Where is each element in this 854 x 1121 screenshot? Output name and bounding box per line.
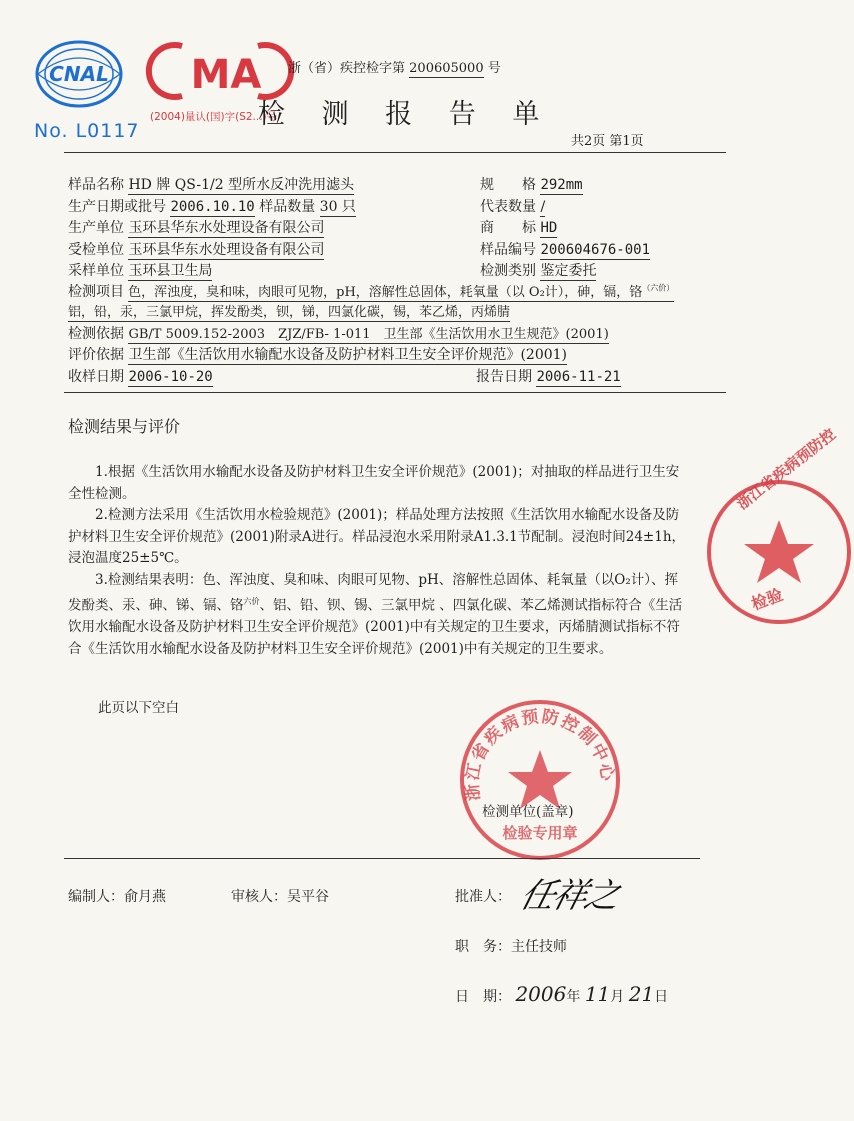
editor bbox=[68, 886, 166, 906]
brand-value: HD bbox=[540, 220, 558, 236]
items-sup: （六价） bbox=[642, 283, 675, 293]
date-label: 日 期： bbox=[455, 989, 511, 1005]
permit-prefix: 浙（省）疾控检字第 bbox=[288, 61, 406, 76]
p3-sup: 六价 bbox=[243, 597, 260, 606]
position bbox=[455, 936, 567, 956]
date-month: 11 bbox=[584, 982, 611, 1006]
producer-value: 玉环县华东水处理设备有限公司 bbox=[128, 220, 325, 236]
test-type-value: 鉴定委托 bbox=[540, 263, 597, 279]
result-paragraph-3: 3.检测结果表明：色、浑浊度、臭和味、肉眼可见物、pH、溶解性总固体、耗氧量（以O₂计）、挥发酚类、汞、砷、锑、镉、铬$^{六价}$、铝、铅、钡、锡、三氯甲烷 、四氯化碳、苯乙烯测试指标符合《生活饮用水输配水设备及防护材料卫生安全评价规范》(2001)中有关规定的卫生要求，丙烯腈测试指标不符合《生活饮用水输配水设备及防护材料卫生安全评价规范》(2001)中有关规定的卫生要求。 bbox=[68, 571, 683, 657]
reviewer-label: 审核人： bbox=[231, 889, 287, 905]
sampler-label: 采样单位 bbox=[68, 263, 124, 279]
eval-row bbox=[68, 344, 567, 364]
permit-suffix: 号 bbox=[487, 61, 501, 76]
batch-row bbox=[68, 196, 356, 216]
svg-text:CNAL: CNAL bbox=[49, 62, 109, 86]
results-heading: 检测结果与评价 bbox=[68, 417, 181, 436]
client-value: 玉环县华东水处理设备有限公司 bbox=[128, 242, 325, 258]
received-label: 收样日期 bbox=[68, 369, 124, 385]
approval-date: 日 期： 2006年 11月 21日 bbox=[455, 982, 669, 1006]
items-row-2 bbox=[68, 301, 510, 320]
page-info: 共2页 第1页 bbox=[571, 134, 644, 149]
basis-value: GB/T 5009.152-2003 ZJZ/FB- 1-011 卫生部《生活饮用水卫生规范》(2001) bbox=[128, 327, 609, 342]
report-date-value: 2006-11-21 bbox=[536, 369, 621, 385]
report-date-row bbox=[476, 366, 621, 386]
items-line1: 色，浑浊度，臭和味，肉眼可见物，pH，溶解性总固体，耗氧量（以 O₂计），砷，镉，铬$^{(六价)}$ bbox=[128, 283, 675, 300]
result-paragraph-1: 1.根据《生活饮用水输配水设备及防护材料卫生安全评价规范》(2001)；对抽取的样品进行卫生安全性检测。 bbox=[68, 464, 680, 502]
batch-label: 生产日期或批号 bbox=[68, 199, 166, 215]
approver-signature: 任祥之 bbox=[516, 876, 623, 916]
rep-qty-value: / bbox=[540, 199, 546, 215]
basis-row bbox=[68, 323, 609, 343]
header-divider bbox=[64, 152, 726, 153]
fields-divider bbox=[64, 392, 726, 393]
spec-value: 292mm bbox=[540, 177, 583, 193]
sample-name-row bbox=[68, 174, 354, 194]
sampler-row bbox=[68, 260, 212, 280]
qty-label: 样品数量 bbox=[259, 199, 316, 215]
sample-no-label: 样品编号 bbox=[480, 242, 536, 258]
permit-number: 200605000 bbox=[409, 61, 484, 76]
report-date-label: 报告日期 bbox=[476, 369, 532, 385]
result-paragraph-2: 2.检测方法采用《生活饮用水检验规范》(2001)；样品处理方法按照《生活饮用水输配水设备及防护材料卫生安全评价规范》(2001)附录A进行。样品浸泡水采用附录A1.3.1节配制。浸泡时间24±1h，浸泡温度25±5℃。 bbox=[68, 507, 686, 566]
producer-label: 生产单位 bbox=[68, 220, 124, 236]
sample-no-value: 200604676-001 bbox=[540, 242, 651, 258]
reviewer bbox=[231, 886, 329, 906]
received-value: 2006-10-20 bbox=[128, 369, 213, 385]
svg-text:MA: MA bbox=[190, 52, 262, 98]
cnal-logo bbox=[24, 34, 134, 116]
items-line2: 铝，铅，汞，三氯甲烷，挥发酚类，钡，锑，四氯化碳，锡，苯乙烯，丙烯腈 bbox=[68, 305, 511, 320]
center-seal bbox=[450, 690, 630, 870]
editor-name: 俞月燕 bbox=[124, 889, 166, 905]
brand-label: 商 标 bbox=[480, 220, 536, 236]
sample-no-row bbox=[480, 239, 650, 259]
signoff-divider bbox=[64, 858, 700, 859]
editor-label: 编制人： bbox=[68, 889, 124, 905]
rep-qty-label: 代表数量 bbox=[480, 199, 536, 215]
cnal-number: No. L0117 bbox=[34, 120, 140, 142]
received-row bbox=[68, 366, 213, 386]
svg-text:检验专用章: 检验专用章 bbox=[502, 824, 578, 842]
right-edge-seal bbox=[704, 425, 840, 640]
batch-value: 2006.10.10 bbox=[170, 199, 255, 215]
blank-note: 此页以下空白 bbox=[98, 700, 179, 716]
client-label: 受检单位 bbox=[68, 242, 124, 258]
report-title: 检 测 报 告 单 bbox=[258, 99, 554, 130]
eval-label: 评价依据 bbox=[68, 347, 124, 363]
sample-name-value: HD 牌 QS-1/2 型所水反冲洗用滤头 bbox=[128, 177, 355, 193]
sampler-value: 玉环县卫生局 bbox=[128, 263, 213, 279]
approver-label: 批准人： bbox=[455, 889, 511, 905]
rep-qty-row bbox=[480, 196, 545, 216]
position-label: 职 务： bbox=[455, 939, 511, 955]
reviewer-name: 吴平谷 bbox=[287, 889, 329, 905]
producer-row bbox=[68, 217, 324, 237]
sample-name-label: 样品名称 bbox=[68, 177, 124, 193]
items-label: 检测项目 bbox=[68, 284, 124, 300]
ma-license: (2004)量认(国)字(S2...)号 bbox=[150, 111, 278, 123]
approver bbox=[455, 886, 511, 906]
position-value: 主任技师 bbox=[511, 939, 567, 955]
basis-label: 检测依据 bbox=[68, 326, 124, 342]
svg-text:检验: 检验 bbox=[748, 584, 786, 614]
permit-line bbox=[288, 57, 501, 76]
svg-text:浙江省疾病预防控制中心: 浙江省疾病预防控制中心 bbox=[462, 706, 618, 802]
svg-text:浙江省疾病预防控: 浙江省疾病预防控 bbox=[733, 425, 840, 514]
eval-value: 卫生部《生活饮用水输配水设备及防护材料卫生安全评价规范》(2001) bbox=[128, 347, 568, 363]
results-body bbox=[68, 462, 688, 660]
client-row bbox=[68, 239, 324, 259]
test-type-row bbox=[480, 260, 596, 280]
brand-row bbox=[480, 217, 557, 237]
unit-stamp-label: 检测单位(盖章) bbox=[482, 804, 574, 820]
spec-row bbox=[480, 174, 583, 194]
date-year: 2006 bbox=[515, 982, 567, 1006]
date-day: 21 bbox=[628, 982, 655, 1006]
test-type-label: 检测类别 bbox=[480, 263, 536, 279]
items-row bbox=[68, 281, 674, 301]
spec-label: 规 格 bbox=[480, 177, 536, 193]
qty-value: 30 只 bbox=[319, 199, 356, 215]
